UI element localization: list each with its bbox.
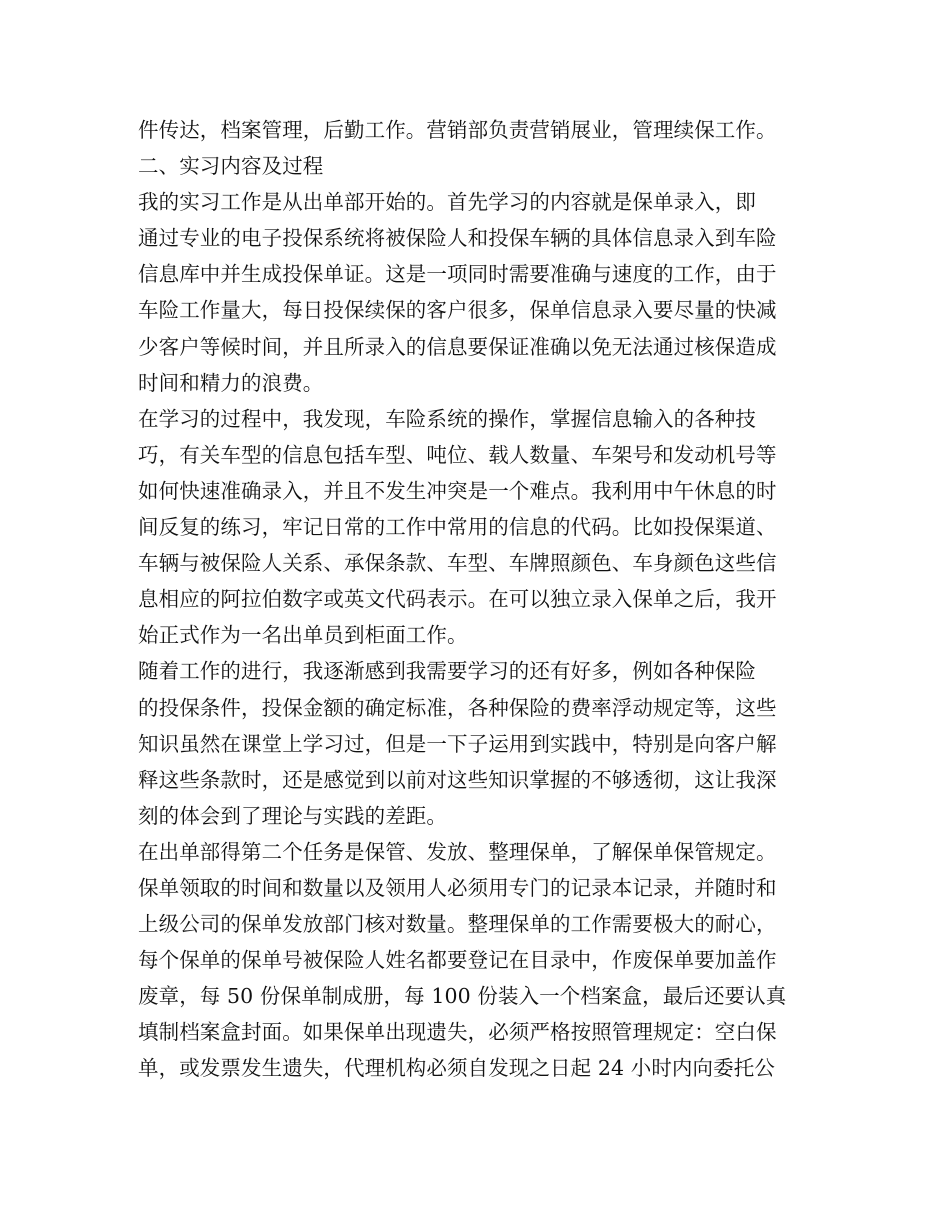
text-line: 填制档案盒封面。如果保单出现遗失，必须严格按照管理规定：空白保 [138,1020,777,1045]
text-line: 时间和精力的浪费。 [138,370,324,395]
text-line: 我的实习工作是从出单部开始的。首先学习的内容就是保单录入，即 [138,190,756,215]
text-line: 信息库中并生成投保单证。这是一项同时需要准确与速度的工作，由于 [138,262,777,287]
text-line: 保单领取的时间和数量以及领用人必须用专门的记录本记录，并随时和 [138,875,777,900]
text-line: 随着工作的进行，我逐渐感到我需要学习的还有好多，例如各种保险 [138,659,756,684]
text-line: 在出单部得第二个任务是保管、发放、整理保单，了解保单保管规定。 [138,839,777,864]
text-line: 释这些条款时，还是感觉到以前对这些知识掌握的不够透彻，这让我深 [138,767,777,792]
text-line: 如何快速准确录入，并且不发生冲突是一个难点。我利用中午休息的时 [138,478,777,503]
document-body [138,112,838,1087]
text-line: 的投保条件，投保金额的确定标准，各种保险的费率浮动规定等，这些 [138,695,777,720]
text-line: 车险工作量大，每日投保续保的客户很多，保单信息录入要尽量的快减 [138,298,777,323]
text-line: 巧，有关车型的信息包括车型、吨位、载人数量、车架号和发动机号等 [138,442,777,467]
text-line: 息相应的阿拉伯数字或英文代码表示。在可以独立录入保单之后，我开 [138,587,777,612]
text-line: 废章，每 50 份保单制成册，每 100 份装入一个档案盒，最后还要认真 [138,984,787,1009]
text-line: 知识虽然在课堂上学习过，但是一下子运用到实践中，特别是向客户解 [138,731,777,756]
text-line: 每个保单的保单号被保险人姓名都要登记在目录中，作废保单要加盖作 [138,948,777,973]
text-line: 通过专业的电子投保系统将被保险人和投保车辆的具体信息录入到车险 [138,226,777,251]
text-line: 少客户等候时间，并且所录入的信息要保证准确以免无法通过核保造成 [138,334,777,359]
text-line: 件传达，档案管理，后勤工作。营销部负责营销展业，管理续保工作。 [138,118,777,142]
text-line: 始正式作为一名出单员到柜面工作。 [138,623,468,648]
text-line: 单，或发票发生遗失，代理机构必须自发现之日起 24 小时内向委托公 [138,1056,775,1081]
text-line: 间反复的练习，牢记日常的工作中常用的信息的代码。比如投保渠道、 [138,515,777,540]
text-line: 上级公司的保单发放部门核对数量。整理保单的工作需要极大的耐心， [138,912,777,937]
text-line: 车辆与被保险人关系、承保条款、车型、车牌照颜色、车身颜色这些信 [138,551,777,576]
text-line: 刻的体会到了理论与实践的差距。 [138,803,447,828]
text-line: 在学习的过程中，我发现，车险系统的操作，掌握信息输入的各种技 [138,406,756,431]
section-heading: 二、实习内容及过程 [138,154,324,179]
